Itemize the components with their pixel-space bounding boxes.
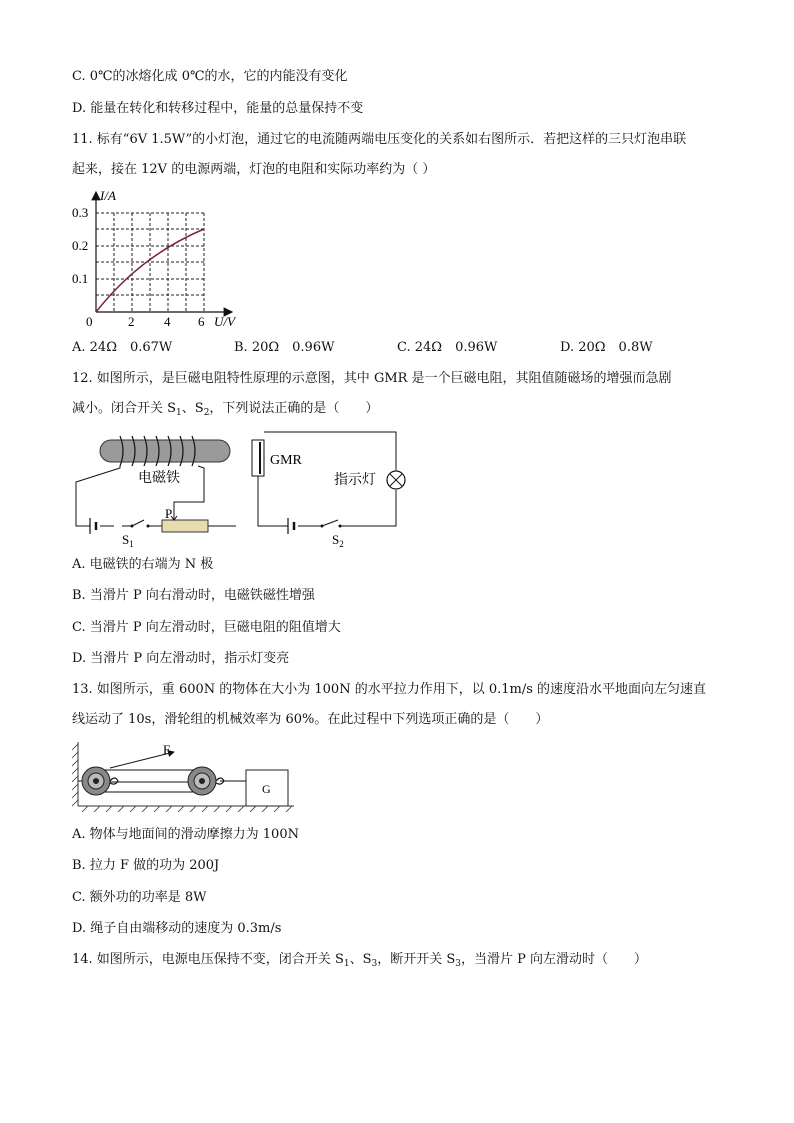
q12-stem-line1: 12. 如图所示，是巨磁电阻特性原理的示意图，其中 GMR 是一个巨磁电阻，其阻值随磁场的增强而急剧: [72, 371, 672, 386]
q11-options: [72, 339, 712, 357]
q12-option-b: B. 当滑片 P 向右滑动时，电磁铁磁性增强: [72, 588, 315, 603]
gmr-label: GMR: [270, 453, 302, 468]
q13-option-a: A. 物体与地面间的滑动摩擦力为 100N: [72, 827, 299, 842]
q13-stem-line1: 13. 如图所示，重 600N 的物体在大小为 100N 的水平拉力作用下，以 0.1m/s 的速度沿水平地面向左匀速直: [72, 682, 707, 697]
block-g-label: G: [262, 782, 271, 796]
q13-stem-line2: 线运动了 10s，滑轮组的机械效率为 60%。在此过程中下列选项正确的是（ ）: [72, 712, 549, 727]
q11-option-a: A. 24Ω 0.67W: [72, 340, 173, 355]
q10-option-c: C. 0℃的冰熔化成 0℃的水，它的内能没有变化: [72, 69, 348, 84]
x-axis-label: U/V: [214, 314, 235, 329]
fixed-pulley: [82, 767, 118, 795]
x-tick-6: 6: [198, 314, 205, 329]
q11-stem-line2: 起来，接在 12V 的电源两端，灯泡的电阻和实际功率约为（ ）: [72, 162, 436, 177]
origin-label: 0: [86, 314, 93, 329]
movable-pulley: [188, 767, 224, 795]
y-tick-0.1: 0.1: [72, 271, 89, 286]
y-axis-label: I/A: [100, 188, 116, 203]
rheostat: [162, 520, 208, 532]
q11-option-c: C. 24Ω 0.96W: [397, 340, 498, 355]
q11-option-b: B. 20Ω 0.96W: [234, 340, 335, 355]
q12-gmr-circuit-figure: [70, 428, 420, 552]
q12-stem-line2: 减小。闭合开关 $S_1$、$S_2$，下列说法正确的是（ ）: [72, 401, 379, 418]
y-tick-0.3: 0.3: [72, 205, 89, 220]
x-tick-2: 2: [128, 314, 135, 329]
force-f-label: F: [163, 742, 171, 757]
y-tick-0.2: 0.2: [72, 238, 89, 253]
grid: [96, 213, 204, 312]
switch-s1-label: $S_1$: [122, 532, 134, 549]
q11-option-d: D. 20Ω 0.8W: [560, 340, 653, 355]
q13-option-b: B. 拉力 F 做的功为 200J: [72, 858, 220, 873]
q12-option-d: D. 当滑片 P 向左滑动时，指示灯变亮: [72, 651, 290, 666]
q13-option-d: D. 绳子自由端移动的速度为 0.3m/s: [72, 921, 282, 936]
q11-iu-graph: [70, 186, 250, 332]
q13-pulley-figure: [70, 740, 295, 812]
slider-p-label: P: [165, 506, 173, 521]
indicator-lamp-label: 指示灯: [334, 473, 376, 488]
q13-option-c: C. 额外功的功率是 8W: [72, 890, 207, 905]
q11-stem-line1: 11. 标有“6V 1.5W”的小灯泡，通过它的电流随两端电压变化的关系如右图所示．若把这样的三只灯泡串联: [72, 132, 687, 147]
battery-1: [90, 518, 96, 534]
q12-option-c: C. 当滑片 P 向左滑动时，巨磁电阻的阻值增大: [72, 620, 341, 635]
x-tick-4: 4: [164, 314, 171, 329]
q12-option-a: A. 电磁铁的右端为 N 极: [72, 557, 214, 572]
electromagnet: [100, 436, 230, 466]
q10-option-d: D. 能量在转化和转移过程中，能量的总量保持不变: [72, 101, 364, 116]
switch-s2-label: $S_2$: [332, 532, 344, 549]
electromagnet-label: 电磁铁: [138, 471, 180, 486]
battery-2: [288, 518, 294, 534]
q14-stem: 14. 如图所示，电源电压保持不变，闭合开关 $S_1$、$S_3$，断开开关 $S_3$，当滑片 P 向左滑动时（ ）: [72, 952, 648, 969]
